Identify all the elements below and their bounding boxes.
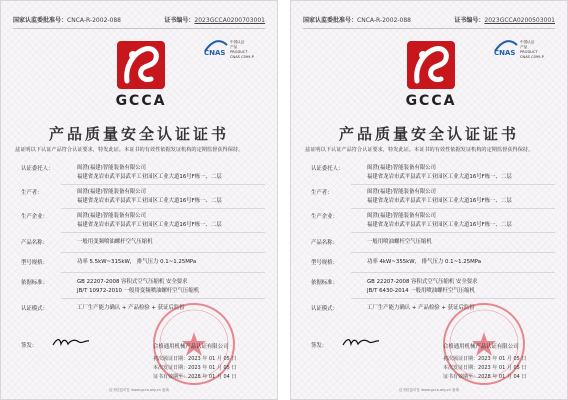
cnas-mark	[203, 35, 263, 67]
header-divider	[13, 28, 265, 29]
certificate-right: 国家认监委批准号：CNCA-R-2002-088 证书编号：2023GCCA0200503001 GCCA CNAS 中国认证 产品 PRODUCT CNAS C099-P 产品质量安全认证证书 兹证明以下认证产品符合认证要求，特发此证。本证书的有效性依据发证机构的定期监督获得保持。 认证委托人： 闽澄(福建)智能装备有限公司 福建省龙岩市武平县武平工业园区工业大道16号F栋一、二层 生产者： 闽澄(福建)智能装备有限公司 福建省龙岩市武平县武平工业园区工业大道16号F栋一、二层 生产企业： 闽澄(福建)智能装备有限公司 福建省龙岩市武平县武平工业园区工业大道16号F栋一、二层 产品名称： 一般用喷油螺杆空气压缩机 型号规格： 功率 4kW~355kW， 排气压力 0.1~1.25MPa 依据标准： GB 22207-2008 容积式空气压缩机 安全要求 JB/T 6430-2014 一般用喷油螺杆空气压缩机 认证模式： 工厂生产能力确认 + 产品检验 + 获证后监督 签发： 合格通用机械产品认证有限公司 初次颁证日期：2023 年 01 月 05 日 本次发证日期：2023 年 01 月 05 日 证书有效期至：2028 年 01 月 04 日 证书信息可在 www.gcca.org.cn 查询	[290, 0, 568, 400]
certificate-intro: 兹证明以下认证产品符合认证要求，特发此证。本证书的有效性依据发证机构的定期监督获得保持。	[305, 147, 534, 153]
header-divider	[303, 28, 555, 29]
gcca-logo-icon	[111, 37, 171, 93]
svg-text:CNAS: CNAS	[204, 49, 226, 57]
cnas-mark	[493, 35, 553, 67]
logo-wordmark: GCCA	[405, 93, 457, 109]
footer-note: 证书信息可在 www.gcca.org.cn 查询	[399, 388, 459, 392]
cnas-badge-icon	[203, 37, 229, 57]
issuer-name: 合格通用机械产品认证有限公司	[153, 344, 229, 350]
certificate-number: 证书编号：2023GCCA0200503001	[454, 17, 555, 24]
approval-number: 国家认监委批准号：CNCA-R-2002-088	[303, 17, 411, 24]
certificate-title: 产品质量安全认证证书	[48, 125, 229, 143]
signatory-label: 签发：	[311, 343, 328, 349]
certificate-intro: 兹证明以下认证产品符合认证要求，特发此证。本证书的有效性依据发证机构的定期监督获得保持。	[15, 147, 244, 153]
certificate-number: 证书编号：2023GCCA0200703001	[164, 17, 265, 24]
signatory-label: 签发：	[21, 343, 38, 349]
cnas-caption: 中国认证 产品 PRODUCT CNAS C099-P	[520, 40, 544, 59]
approval-number: 国家认监委批准号：CNCA-R-2002-088	[13, 17, 121, 24]
cnas-caption: 中国认证 产品 PRODUCT CNAS C099-P	[230, 40, 254, 59]
logo-wordmark: GCCA	[115, 93, 167, 109]
header-line	[303, 13, 555, 27]
date-block: 初次颁证日期：2023 年 01 月 05 日 本次发证日期：2023 年 01 月 05 日 证书有效期至：2028 年 01 月 04 日	[153, 356, 237, 380]
gcca-logo-icon	[401, 37, 461, 93]
cnas-badge-icon	[493, 37, 519, 57]
signature-icon	[341, 336, 381, 348]
certificate-title: 产品质量安全认证证书	[338, 125, 519, 143]
signature-icon	[51, 336, 91, 348]
certificate-left: 国家认监委批准号：CNCA-R-2002-088 证书编号：2023GCCA0200703001 GCCA CNAS 中国认证 产品 PRODUCT CNAS C099-P 产品质量安全认证证书 兹证明以下认证产品符合认证要求，特发此证。本证书的有效性依据发证机构的定期监督获得保持。 认证委托人： 闽澄(福建)智能装备有限公司 福建省龙岩市武平县武平工业园区工业大道16号F栋一、二层 生产者： 闽澄(福建)智能装备有限公司 福建省龙岩市武平县武平工业园区工业大道16号F栋一、二层 生产企业： 闽澄(福建)智能装备有限公司 福建省龙岩市武平县武平工业园区工业大道16号F栋一、二层 产品名称： 一般用变频喷油螺杆空气压缩机 型号规格： 功率 5.5kW~315kW， 排气压力 0.1~1.25MPa 依据标准： GB 22207-2008 容积式空气压缩机 安全要求 JB/T 10972-2010 一般用变频喷油螺杆空气压缩机 认证模式： 工厂生产能力确认 + 产品检验 + 获证后监督 签发： 合格通用机械产品认证有限公司 初次颁证日期：2023 年 01 月 05 日 本次发证日期：2023 年 01 月 05 日 证书有效期至：2028 年 01 月 04 日 证书信息可在 www.gcca.org.cn 查询	[0, 0, 278, 400]
date-block: 初次颁证日期：2023 年 01 月 05 日 本次发证日期：2023 年 01 月 05 日 证书有效期至：2028 年 01 月 04 日	[443, 356, 527, 380]
header-line	[13, 13, 265, 27]
page-gap	[278, 0, 290, 400]
footer-note: 证书信息可在 www.gcca.org.cn 查询	[109, 388, 169, 392]
svg-text:CNAS: CNAS	[494, 49, 516, 57]
issuer-name: 合格通用机械产品认证有限公司	[443, 344, 519, 350]
